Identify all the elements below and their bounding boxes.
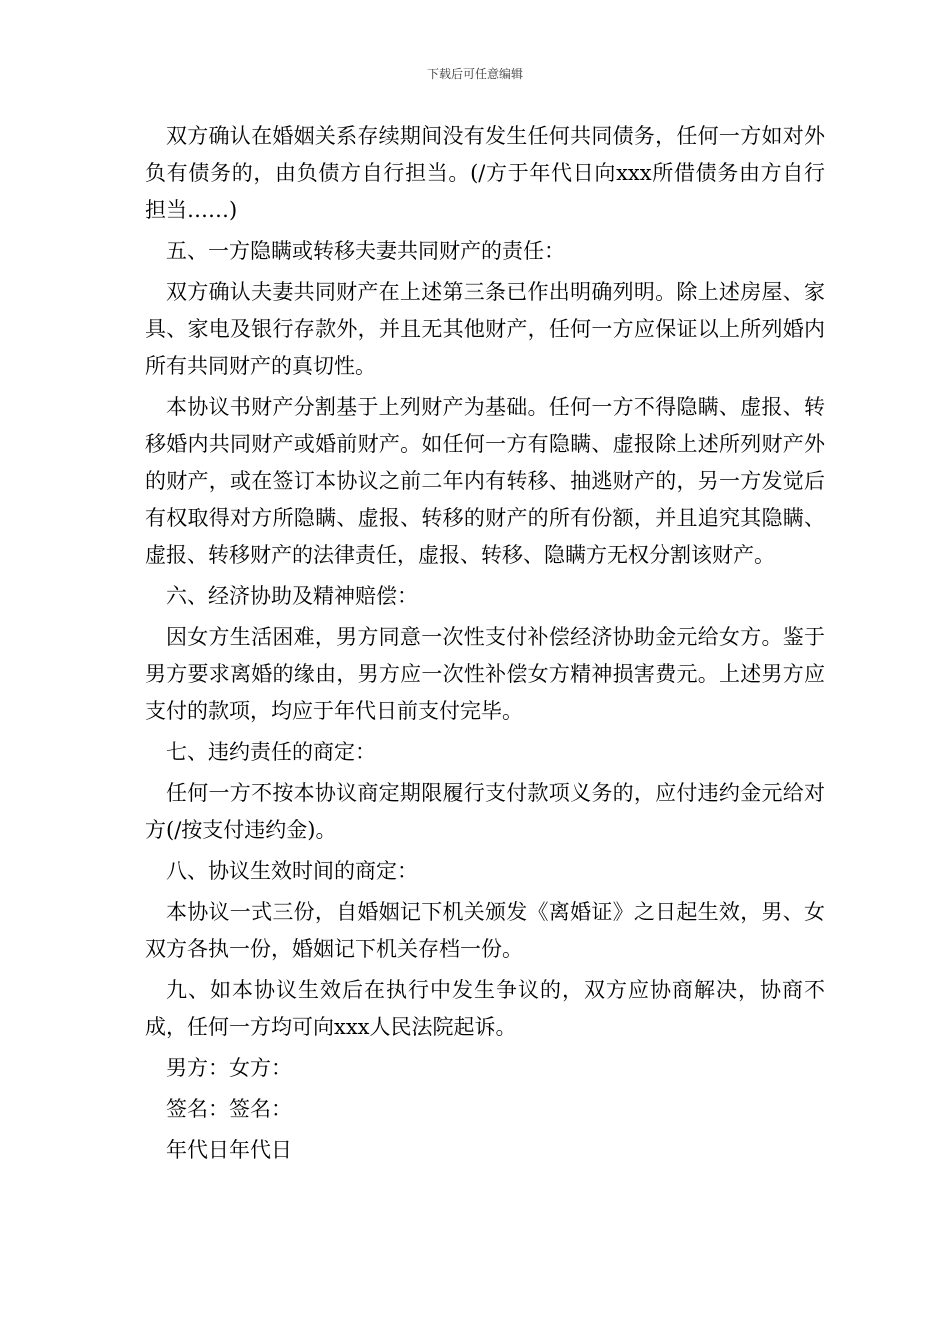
paragraph-dispute: 九、如本协议生效后在执行中发生争议的，双方应协商解决，协商不成，任何一方均可向xxx人民法院起诉。 <box>145 978 825 1039</box>
page-header-note: 下载后可任意编辑 <box>426 67 523 81</box>
paragraph-effective-date: 本协议一式三份，自婚姻记下机关颁发《离婚证》之日起生效，男、女双方各执一份，婚姻记下机关存档一份。 <box>145 900 825 961</box>
paragraph-debt-confirmation: 双方确认在婚姻关系存续期间没有发生任何共同债务，任何一方如对外负有债务的，由负债方自行担当。(/方于年代日向xxx所借债务由方自行担当……) <box>145 124 825 222</box>
section-heading-5: 五、一方隐瞒或转移夫妻共同财产的责任： <box>166 239 565 263</box>
paragraph-property-division: 本协议书财产分割基于上列财产为基础。任何一方不得隐瞒、虚报、转移婚内共同财产或婚前财产。如任何一方有隐瞒、虚报除上述所列财产外的财产，或在签订本协议之前二年内有转移、抽逃财产的，另一方发觉后有权取得对方所隐瞒、虚报、转移的财产的所有份额，并且追究其隐瞒、虚报、转移财产的法律责任，虚报、转移、隐瞒方无权分割该财产。 <box>145 395 825 567</box>
paragraph-property-confirmation: 双方确认夫妻共同财产在上述第三条已作出明确列明。除上述房屋、家具、家电及银行存款外，并且无其他财产，任何一方应保证以上所列婚内所有共同财产的真切性。 <box>145 280 825 378</box>
section-heading-7: 七、违约责任的商定： <box>166 740 376 764</box>
signature-parties-line: 男方：女方： <box>166 1056 292 1080</box>
paragraph-breach: 任何一方不按本协议商定期限履行支付款项义务的，应付违约金元给对方(/按支付违约金)。 <box>145 781 825 842</box>
section-heading-8: 八、协议生效时间的商定： <box>166 859 418 883</box>
signature-dates-line: 年代日年代日 <box>166 1138 292 1162</box>
paragraph-compensation: 因女方生活困难，男方同意一次性支付补偿经济协助金元给女方。鉴于男方要求离婚的缘由，男方应一次性补偿女方精神损害费元。上述男方应支付的款项，均应于年代日前支付完毕。 <box>145 625 825 723</box>
document-body <box>145 118 825 1173</box>
section-heading-6: 六、经济协助及精神赔偿： <box>166 584 418 608</box>
signature-names-line: 签名：签名： <box>166 1097 292 1121</box>
